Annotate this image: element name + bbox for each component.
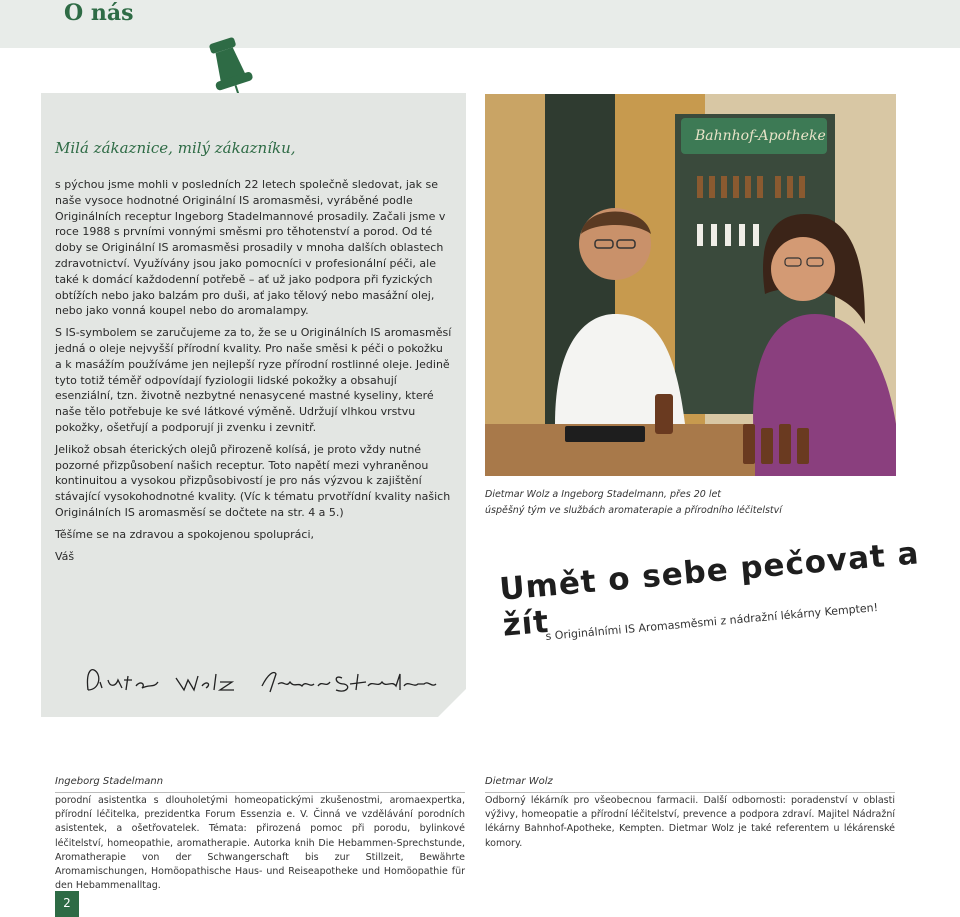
page-title: O nás: [64, 0, 134, 26]
signatures: [80, 660, 440, 700]
page-number: 2: [55, 891, 79, 917]
bio-name-wolz: Dietmar Wolz: [485, 776, 553, 787]
slogan-heading: Umět o sebe pečovat a žít: [498, 535, 921, 644]
bio-name-stadelmann: Ingeborg Stadelmann: [55, 776, 164, 787]
letter-greeting: Milá zákaznice, milý zákazníku,: [55, 139, 296, 157]
photo-caption: [485, 487, 895, 519]
signature-dietmar-wolz: [87, 670, 234, 690]
letter-paragraph: S IS-symbolem se zaručujeme za to, že se u Originálních IS aromasměsí jedná o oleje nejvyšší přírodní kvality. Pro naše směsi k péči o pokožku a k masážím používáme jen nejlepší ryze přírodní rostlinné oleje. Jedině tyto totiž téměř odpovídají fyziologii lidské pokožky a obsahují esenziální, tzn. životně nezbytné nenasycené mastné kyseliny, které naše tělo potřebuje ke své látkové výměně. Udržují vlhkou vrstvu pokožky, ošetřují a podporují ji zvenku i zevnitř.: [55, 326, 452, 434]
bio-text-stadelmann: porodní asistentka s dlouholetými homeopatickými zkušenostmi, aromaexpertka, přírodní léčitelka, prezidentka Forum Essenzia e. V. Činná ve vzdělávání porodních asistentek, a ošetřovatelek. Témata: přirozená pomoc při porodu, bylinkové léčitelství, homeopathie, aromatherapie. Autorka knih Die Hebammen-Sprechstunde, Aromatherapie von der Schwangerschaft bis zur Stillzeit, Bewährte Aromamischungen, Homöopathische Haus- und Reiseapotheke und Homöopathie für den Hebammenalltag.: [55, 795, 465, 892]
caption-line: Dietmar Wolz a Ingeborg Stadelmann, přes 20 let: [485, 489, 722, 500]
header-bar: [0, 0, 960, 48]
caption-line: úspěšný tým ve službách aromaterapie a přírodního léčitelství: [485, 505, 782, 516]
letter-closing: Těšíme se na zdravou a spokojenou spolupráci,: [55, 527, 315, 541]
divider: [55, 792, 465, 793]
letter-body: [55, 177, 453, 570]
letter-paragraph: s pýchou jsme mohli v posledních 22 letech společně sledovat, jak se naše vysoce hodnotné Originální IS aromasměsi, vyráběné podle Originálních receptur Ingeborg Stadelmannové prosadily. Začali jsme v roce 1988 s prvními vonnými směsmi pro těhotenství a porod. Od té doby se Originální IS aromasměsi prosadily v mnoha dalších oblastech zdravotnictví. Využívány jsou jako pomocníci v profesionální péči, ale také k domácí každodenní potřebě – ať už jako podpora při fyzických obtížích nebo jako balzám pro duši, ať jako tělový nebo masážní olej, nebo jako vonná koupel nebo do aromalampy.: [55, 178, 446, 318]
letter-sign-off: Váš: [55, 549, 75, 563]
slogan-subtitle: s Originálními IS Aromasměsmi z nádražní lékárny Kempten!: [545, 600, 879, 643]
bio-text-wolz: Odborný lékárník pro všeobecnou farmacii. Další odbornosti: poradenství v oblasti výživy, homeopatie a přírodní léčitelství, prevence a podpora zdraví. Majitel Nádražní lékárny Bahnhof-Apotheke, Kempten. Dietmar Wolz je také referentem u lékárenské komory.: [485, 795, 895, 849]
signature-ingeborg-stadelmann: [262, 673, 436, 693]
divider: [485, 792, 895, 793]
letter-paragraph: Jelikož obsah éterických olejů přirozeně kolísá, je proto vždy nutné pozorné přizpůsobení našich receptur. Toto napětí mezi vyhraněnou kontinuitou a vysokou přizpůsobivostí je pro nás výzvou k zajištění stávající vysokohodnotné kvality. (Víc k tématu prvotřídní kvality našich Originálních IS aromasměsí se dočtete na str. 4 a 5.): [55, 442, 451, 519]
pharmacy-sign: Bahnhof-Apotheke: [695, 128, 826, 144]
page-curl-corner: [437, 688, 467, 718]
team-photo: [485, 94, 896, 476]
